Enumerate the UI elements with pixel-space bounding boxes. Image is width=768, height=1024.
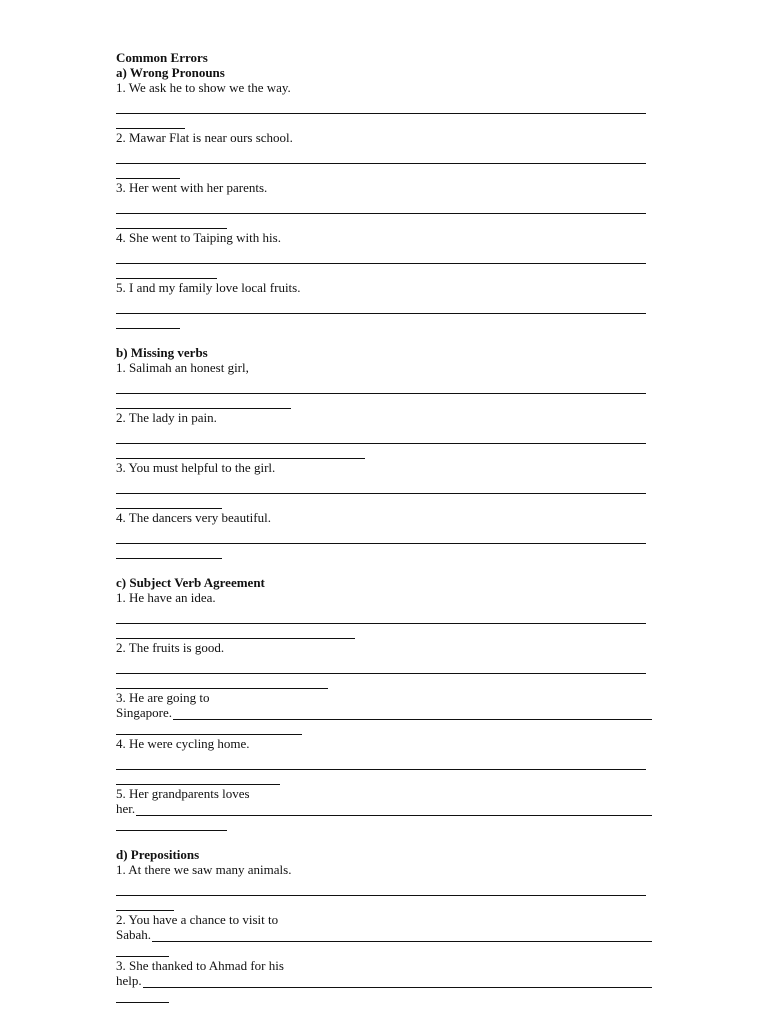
answer-line[interactable] bbox=[116, 609, 646, 624]
answer-line-end[interactable] bbox=[116, 264, 217, 279]
answer-line[interactable] bbox=[136, 803, 652, 816]
exercise-sentence: 3. She thanked to Ahmad for his bbox=[116, 958, 284, 973]
exercise-sentence: 1. At there we saw many animals. bbox=[116, 862, 292, 877]
exercise-item bbox=[116, 640, 652, 689]
exercise-item bbox=[116, 180, 652, 229]
answer-line[interactable] bbox=[116, 149, 646, 164]
exercise-sentence: 1. We ask he to show we the way. bbox=[116, 80, 291, 95]
answer-line-end[interactable] bbox=[116, 114, 185, 129]
answer-line-with-continuation[interactable] bbox=[116, 927, 652, 942]
exercise-item bbox=[116, 862, 652, 911]
exercise-item bbox=[116, 460, 652, 509]
exercise-sentence: 2. The lady in pain. bbox=[116, 410, 217, 425]
sentence-continuation: help. bbox=[116, 973, 142, 988]
exercise-item bbox=[116, 786, 652, 831]
exercise-sentence: 5. I and my family love local fruits. bbox=[116, 280, 301, 295]
exercise-item bbox=[116, 410, 652, 459]
answer-line-end[interactable] bbox=[116, 444, 365, 459]
answer-line-end[interactable] bbox=[116, 988, 169, 1003]
answer-line-end[interactable] bbox=[116, 494, 222, 509]
answer-line[interactable] bbox=[116, 881, 646, 896]
answer-line-end[interactable] bbox=[116, 214, 227, 229]
exercise-sentence: 1. He have an idea. bbox=[116, 590, 216, 605]
answer-line-end[interactable] bbox=[116, 314, 180, 329]
exercise-item bbox=[116, 510, 652, 559]
exercise-sentence: 4. He were cycling home. bbox=[116, 736, 250, 751]
answer-line[interactable] bbox=[116, 99, 646, 114]
answer-line-end[interactable] bbox=[116, 816, 227, 831]
answer-line-end[interactable] bbox=[116, 164, 180, 179]
answer-line-end[interactable] bbox=[116, 942, 169, 957]
section-gap bbox=[116, 329, 652, 345]
sentence-continuation: her. bbox=[116, 801, 136, 816]
exercise-item bbox=[116, 130, 652, 179]
section-heading: b) Missing verbs bbox=[116, 345, 208, 360]
section-gap bbox=[116, 831, 652, 847]
answer-line[interactable] bbox=[116, 299, 646, 314]
answer-line-with-continuation[interactable] bbox=[116, 973, 652, 988]
exercise-item bbox=[116, 958, 652, 1003]
exercise-item bbox=[116, 230, 652, 279]
answer-line-with-continuation[interactable] bbox=[116, 801, 652, 816]
exercise-item bbox=[116, 590, 652, 639]
exercise-item bbox=[116, 690, 652, 735]
exercise-sentence: 2. Mawar Flat is near ours school. bbox=[116, 130, 293, 145]
exercise-sentence: 3. You must helpful to the girl. bbox=[116, 460, 276, 475]
sentence-continuation: Sabah. bbox=[116, 927, 152, 942]
answer-line-end[interactable] bbox=[116, 896, 174, 911]
exercise-sentence: 5. Her grandparents loves bbox=[116, 786, 250, 801]
answer-line[interactable] bbox=[116, 659, 646, 674]
exercise-item bbox=[116, 912, 652, 957]
exercise-sentence: 2. You have a chance to visit to bbox=[116, 912, 279, 927]
exercise-item bbox=[116, 736, 652, 785]
answer-line[interactable] bbox=[152, 929, 652, 942]
exercise-sentence: 2. The fruits is good. bbox=[116, 640, 225, 655]
answer-line[interactable] bbox=[116, 429, 646, 444]
answer-line-with-continuation[interactable] bbox=[116, 705, 652, 720]
exercise-item bbox=[116, 80, 652, 129]
worksheet bbox=[116, 50, 652, 1003]
answer-line[interactable] bbox=[116, 199, 646, 214]
answer-line[interactable] bbox=[116, 529, 646, 544]
section-gap bbox=[116, 559, 652, 575]
answer-line[interactable] bbox=[116, 755, 646, 770]
sentence-continuation: Singapore. bbox=[116, 705, 172, 720]
answer-line-end[interactable] bbox=[116, 674, 328, 689]
sections-container bbox=[116, 65, 652, 1003]
answer-line[interactable] bbox=[116, 479, 646, 494]
exercise-sentence: 3. Her went with her parents. bbox=[116, 180, 268, 195]
answer-line-end[interactable] bbox=[116, 720, 302, 735]
exercise-sentence: 3. He are going to bbox=[116, 690, 210, 705]
answer-line-end[interactable] bbox=[116, 624, 355, 639]
worksheet-title: Common Errors bbox=[116, 50, 208, 65]
answer-line[interactable] bbox=[143, 975, 652, 988]
answer-line[interactable] bbox=[116, 249, 646, 264]
exercise-sentence: 4. She went to Taiping with his. bbox=[116, 230, 281, 245]
exercise-item bbox=[116, 280, 652, 329]
exercise-sentence: 1. Salimah an honest girl, bbox=[116, 360, 249, 375]
answer-line[interactable] bbox=[173, 707, 652, 720]
section-heading: a) Wrong Pronouns bbox=[116, 65, 225, 80]
exercise-item bbox=[116, 360, 652, 409]
section-heading: c) Subject Verb Agreement bbox=[116, 575, 265, 590]
answer-line-end[interactable] bbox=[116, 394, 291, 409]
exercise-sentence: 4. The dancers very beautiful. bbox=[116, 510, 271, 525]
answer-line[interactable] bbox=[116, 379, 646, 394]
section-heading: d) Prepositions bbox=[116, 847, 200, 862]
answer-line-end[interactable] bbox=[116, 544, 222, 559]
answer-line-end[interactable] bbox=[116, 770, 280, 785]
